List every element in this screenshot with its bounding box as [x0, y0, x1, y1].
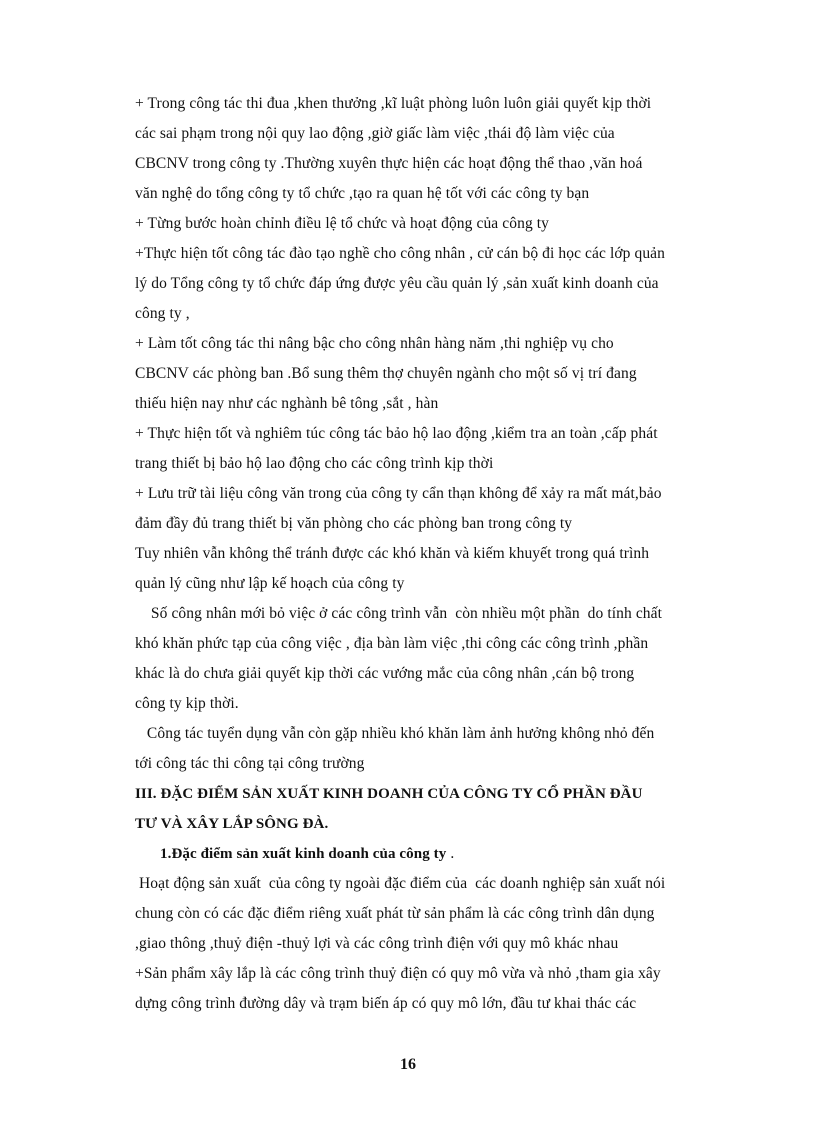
text-line: + Lưu trữ tài liệu công văn trong của công ty cẩn thạn không để xảy ra mất mát,bảo: [135, 485, 662, 502]
subsection-title: 1.Đặc điểm sản xuất kinh doanh của công ty: [160, 846, 447, 862]
text-line: khác là do chưa giải quyết kịp thời các vướng mắc của công nhân ,cán bộ trong: [135, 665, 635, 682]
text-line: +Sản phẩm xây lắp là các công trình thuỷ điện có quy mô vừa và nhỏ ,tham gia xây: [135, 965, 661, 982]
section-heading: TƯ VÀ XÂY LẮP SÔNG ĐÀ.: [135, 816, 329, 832]
text-line: ,giao thông ,thuỷ điện -thuỷ lợi và các công trình điện với quy mô khác nhau: [135, 935, 619, 952]
text-line: trang thiết bị bảo hộ lao động cho các công trình kịp thời: [135, 455, 494, 472]
text-line: khó khăn phức tạp của công việc , địa bàn làm việc ,thi công các công trình ,phần: [135, 635, 649, 652]
text-line: + Từng bước hoàn chỉnh điều lệ tổ chức và hoạt động của công ty: [135, 215, 550, 232]
text-line: dựng công trình đường dây và trạm biến áp có quy mô lớn, đầu tư khai thác các: [135, 995, 637, 1012]
text-line: lý do Tổng công ty tổ chức đáp ứng được yêu cầu quản lý ,sản xuất kinh doanh của: [135, 275, 659, 292]
subsection-heading: [160, 844, 454, 864]
text-line: văn nghệ do tổng công ty tổ chức ,tạo ra quan hệ tốt với các công ty bạn: [135, 185, 590, 202]
text-line: công ty kịp thời.: [135, 695, 239, 712]
subsection-suffix: .: [446, 845, 455, 862]
text-line: đảm đầy đủ trang thiết bị văn phòng cho các phòng ban trong công ty: [135, 515, 573, 532]
text-line: CBCNV trong công ty .Thường xuyên thực hiện các hoạt động thể thao ,văn hoá: [135, 155, 643, 172]
text-line: + Thực hiện tốt và nghiêm túc công tác bảo hộ lao động ,kiểm tra an toàn ,cấp phát: [135, 425, 658, 442]
text-line: Tuy nhiên vẫn không thể tránh được các khó khăn và kiếm khuyết trong quá trình: [135, 545, 650, 562]
text-line: chung còn có các đặc điểm riêng xuất phát từ sản phẩm là các công trình dân dụng: [135, 905, 655, 922]
text-line: Hoạt động sản xuất của công ty ngoài đặc điểm của các doanh nghiệp sản xuất nói: [135, 875, 666, 892]
section-heading: III. ĐẶC ĐIỂM SẢN XUẤT KINH DOANH CỦA CÔNG TY CỔ PHẦN ĐẦU: [135, 786, 643, 802]
text-line: quản lý cũng như lập kế hoạch của công ty: [135, 575, 405, 592]
text-line: + Làm tốt công tác thi nâng bậc cho công nhân hàng năm ,thi nghiệp vụ cho: [135, 335, 614, 352]
text-line: +Thực hiện tốt công tác đào tạo nghề cho công nhân , cử cán bộ đi học các lớp quản: [135, 245, 666, 262]
text-line: tới công tác thi công tại công trường: [135, 755, 365, 772]
text-line: các sai phạm trong nội quy lao động ,giờ giấc làm việc ,thái độ làm việc của: [135, 125, 615, 142]
text-line: Công tác tuyển dụng vẫn còn gặp nhiều khó khăn làm ảnh hưởng không nhỏ đến: [135, 725, 655, 742]
text-line: công ty ,: [135, 305, 190, 322]
page-number: 16: [400, 1056, 416, 1073]
text-line: thiếu hiện nay như các nghành bê tông ,sắt , hàn: [135, 395, 439, 412]
text-line: Số công nhân mới bỏ việc ở các công trình vẫn còn nhiều một phần do tính chất: [135, 605, 663, 622]
text-line: + Trong công tác thi đua ,khen thưởng ,kĩ luật phòng luôn luôn giải quyết kịp thời: [135, 95, 652, 112]
text-line: CBCNV các phòng ban .Bổ sung thêm thợ chuyên ngành cho một số vị trí đang: [135, 365, 637, 382]
